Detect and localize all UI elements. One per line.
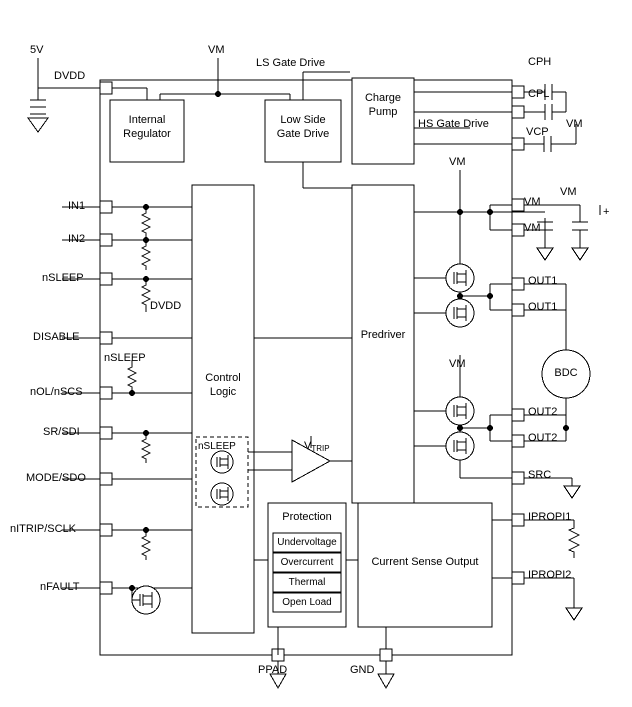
block-charge-pump: [352, 78, 414, 164]
label-ls-gate-drive: LS Gate Drive: [256, 57, 326, 69]
label-dvdd-internal: DVDD: [150, 300, 182, 312]
pin-label-out1-a: OUT1: [528, 275, 558, 287]
label-vm-pad-1: VM: [524, 196, 541, 208]
block-label-charge-pump: Charge Pump: [364, 92, 402, 118]
block-label-current-sense-output: Current Sense Output: [371, 556, 479, 568]
pin-label-out1-b: OUT1: [528, 301, 558, 313]
pin-label-cph: CPH: [528, 56, 552, 68]
pin-label-src: SRC: [528, 469, 552, 481]
label-vm-vcp: VM: [566, 118, 583, 130]
pin-label-in1: IN1: [68, 200, 86, 212]
block-predriver: [352, 185, 414, 503]
block-label-internal-regulator: Internal Regulator: [123, 114, 171, 140]
label-nsleep-internal: nSLEEP: [104, 352, 146, 364]
protection-item-open-load: Open Load: [282, 597, 332, 608]
pin-label-sr-sdi: SR/SDI: [43, 426, 80, 438]
block-label-low-side-gate-drive: Low Side Gate Drive: [276, 114, 330, 140]
label-motor-bdc: BDC: [554, 367, 578, 379]
label-nsleep-block: nSLEEP: [198, 441, 236, 452]
block-label-protection: Protection: [282, 511, 332, 523]
pin-label-dvdd: DVDD: [54, 70, 86, 82]
pin-label-out2-b: OUT2: [528, 432, 558, 444]
block-label-predriver: Predriver: [360, 329, 406, 341]
pin-label-ipropi1: IPROPI1: [528, 511, 572, 523]
pin-label-ppad: PPAD: [258, 664, 288, 676]
label-vm-lower: VM: [449, 358, 466, 370]
pin-label-nfault: nFAULT: [40, 581, 80, 593]
label-vm-cap: VM: [560, 186, 577, 198]
pin-label-ipropi2: IPROPI2: [528, 569, 572, 581]
label-vm-predriver: VM: [449, 156, 466, 168]
pin-label-gnd: GND: [350, 664, 375, 676]
pin-label-mode-sdo: MODE/SDO: [26, 472, 86, 484]
protection-item-thermal: Thermal: [288, 577, 326, 588]
label-hs-gate-drive: HS Gate Drive: [418, 118, 489, 130]
pin-label-nitrip-sclk: nITRIP/SCLK: [10, 523, 77, 535]
label-vm-top: VM: [208, 44, 225, 56]
pin-label-cpl: CPL: [528, 88, 550, 100]
pin-label-out2-a: OUT2: [528, 406, 558, 418]
block-label-control-logic: Control Logic: [205, 372, 241, 398]
pin-label-vcp: VCP: [526, 126, 549, 138]
label-vtrip: $V_{TRIP}$: [304, 440, 330, 453]
pin-label-nsleep: nSLEEP: [42, 272, 84, 284]
pin-label-nol-nscs: nOL/nSCS: [30, 386, 83, 398]
protection-item-overcurrent: Overcurrent: [280, 557, 334, 568]
label-vm-pad-2: VM: [524, 222, 541, 234]
pin-label-disable: DISABLE: [33, 331, 80, 343]
pin-label-in2: IN2: [68, 233, 86, 245]
block-control-logic: [192, 185, 254, 633]
pin-label-5v: 5V: [30, 44, 44, 56]
protection-item-undervoltage: Undervoltage: [277, 537, 337, 548]
label-supply-polarity: +: [603, 206, 610, 218]
